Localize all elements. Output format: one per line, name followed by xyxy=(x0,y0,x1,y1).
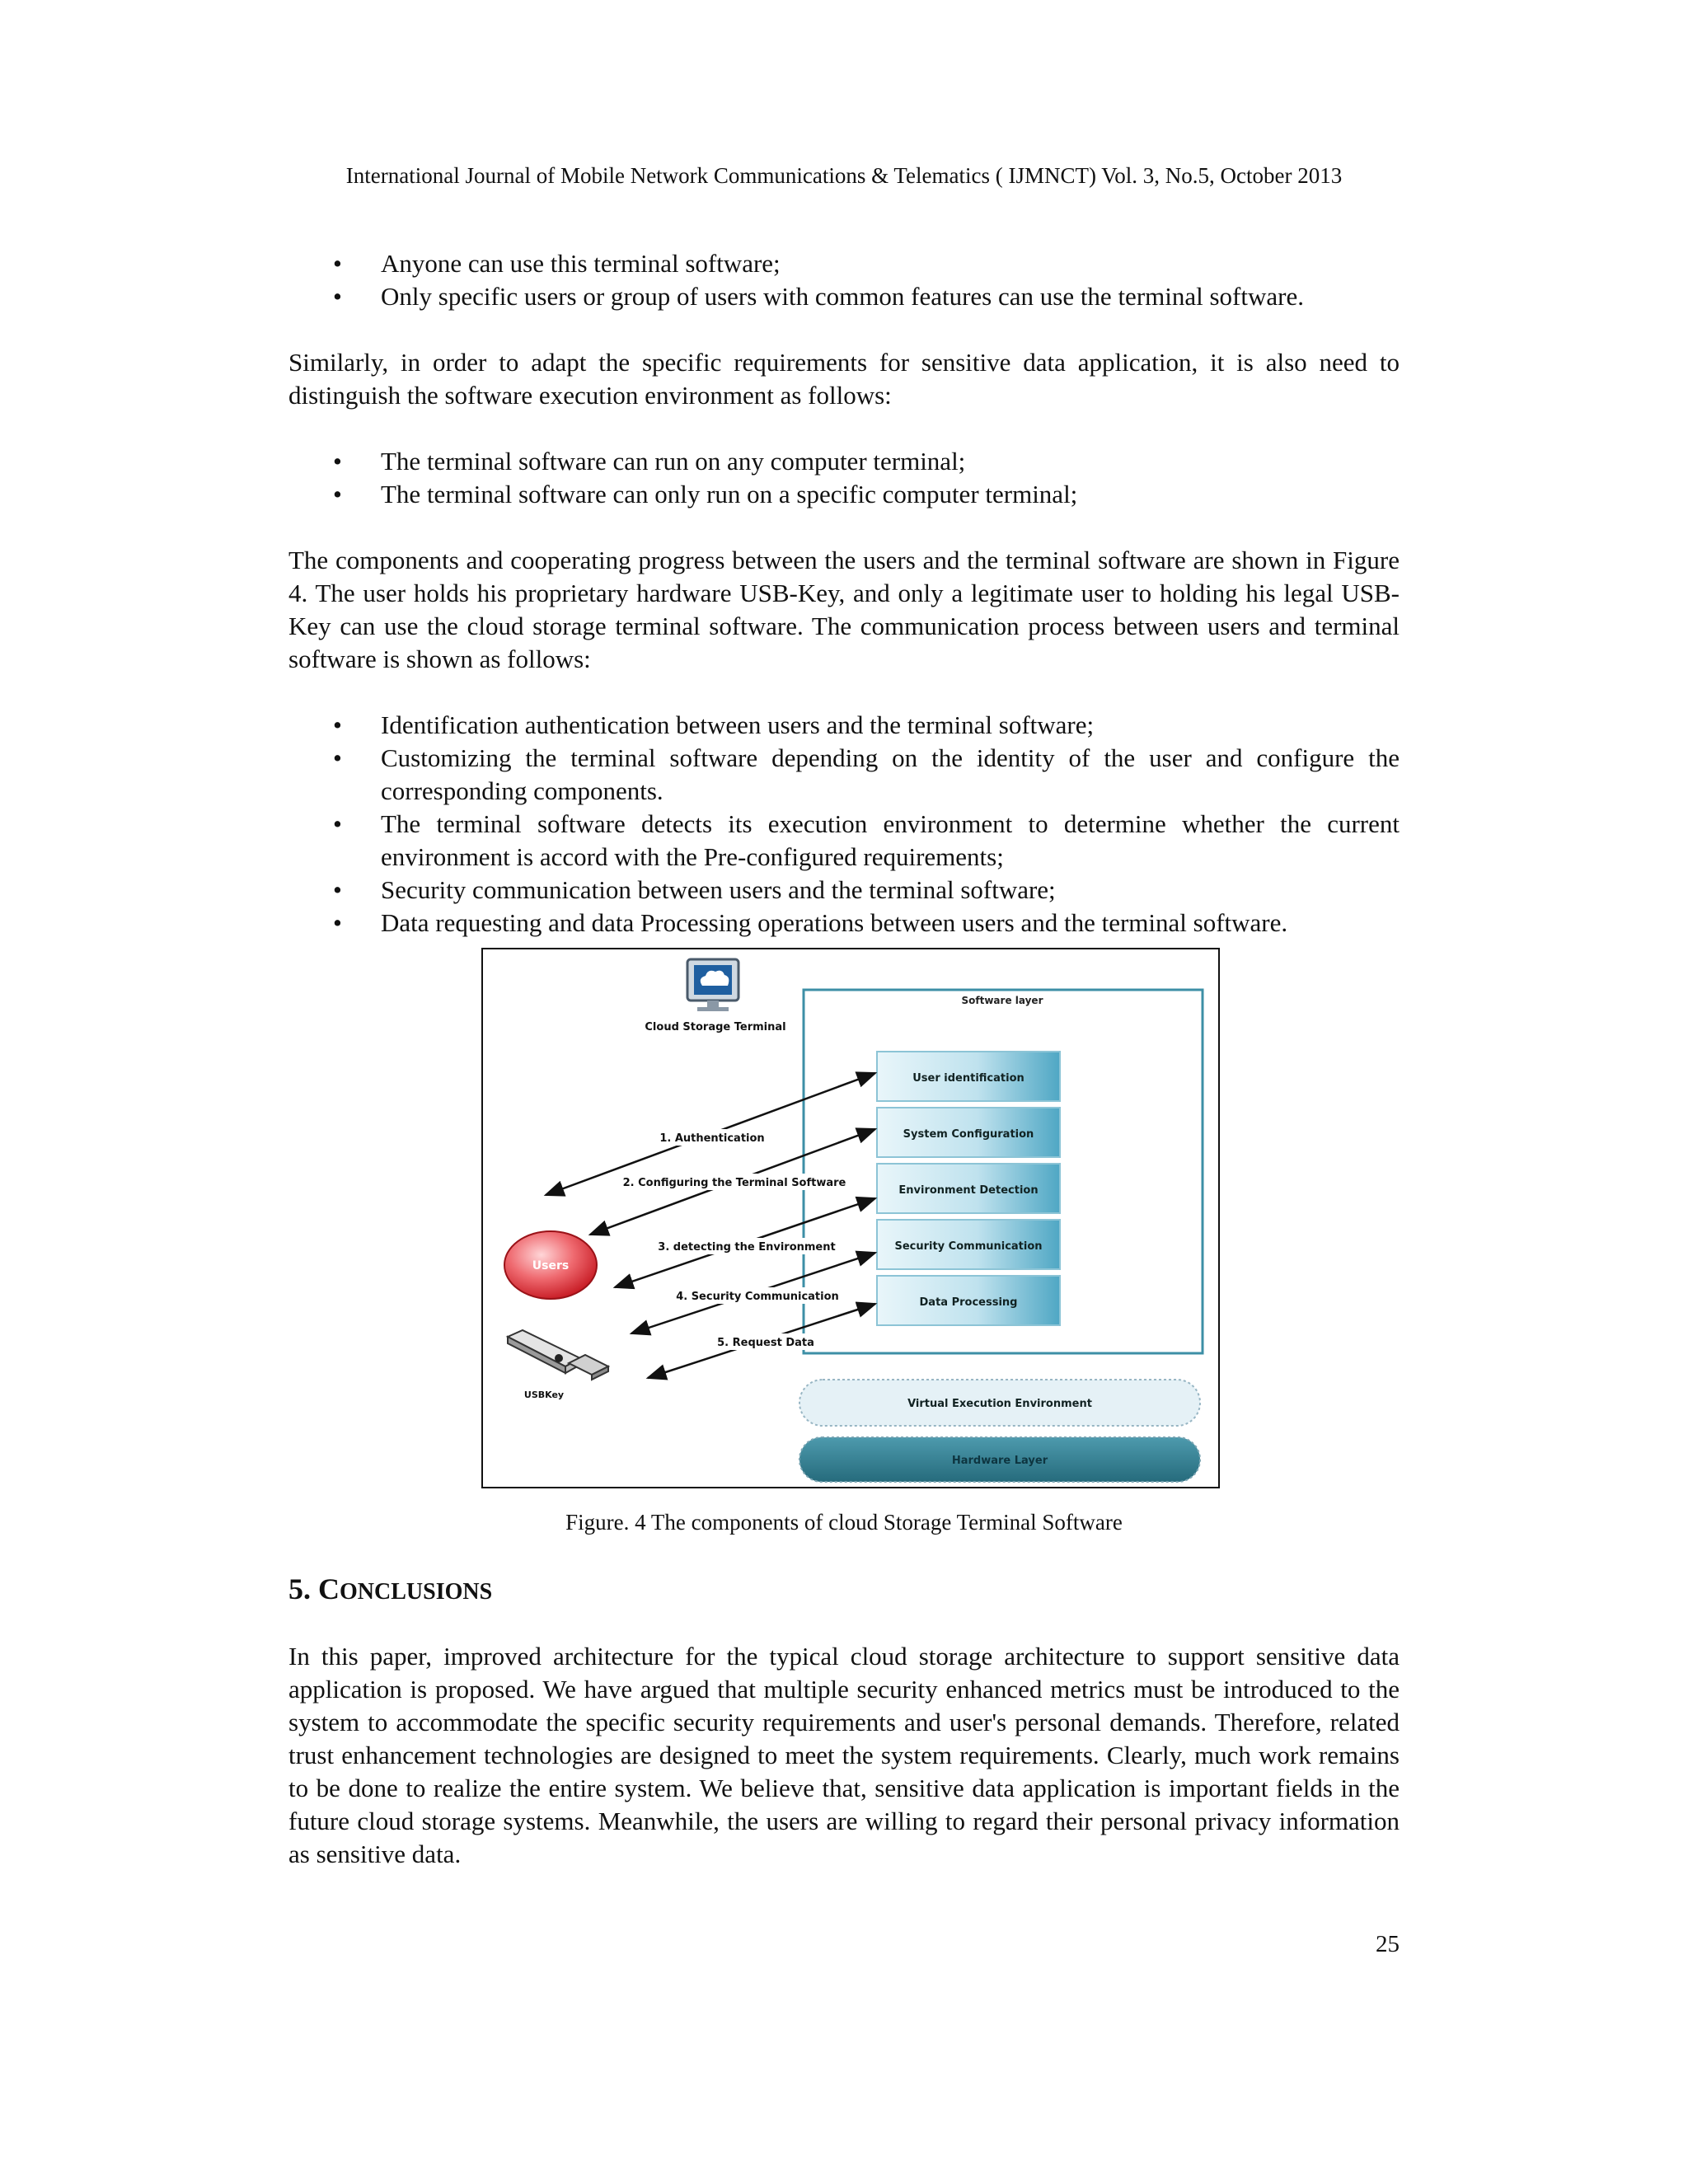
list-item: • Anyone can use this terminal software; xyxy=(288,247,1400,280)
monitor-icon xyxy=(687,959,738,1011)
svg-text:System Configuration: System Configuration xyxy=(903,1128,1034,1141)
list-item: • Only specific users or group of users with common features can use the terminal software. xyxy=(288,280,1400,313)
bullet-icon: • xyxy=(333,908,342,937)
paragraph-environment: Similarly, in order to adapt the specific requirements for sensitive data application, it is also need to distinguish the software execution environment as follows: xyxy=(288,348,1400,410)
step-1-label: 1. Authentication xyxy=(659,1132,765,1145)
bullet-list-users xyxy=(288,247,1400,313)
component-environment-detection xyxy=(877,1164,1060,1213)
svg-text:Hardware Layer: Hardware Layer xyxy=(951,1455,1048,1467)
step-2-label: 2. Configuring the Terminal Software xyxy=(622,1177,846,1189)
bullet-icon: • xyxy=(333,809,342,838)
terminal-label: Cloud Storage Terminal xyxy=(645,1021,786,1033)
bullet-icon: • xyxy=(333,249,342,278)
bullet-icon: • xyxy=(333,282,342,311)
svg-text:Virtual Execution Environment: Virtual Execution Environment xyxy=(907,1398,1092,1410)
svg-text:Environment Detection: Environment Detection xyxy=(898,1184,1039,1197)
list-item: • The terminal software can only run on a specific computer terminal; xyxy=(288,478,1400,511)
paragraph-components: The components and cooperating progress between the users and the terminal software are shown in Figure 4. The user holds his proprietary hardware USB-Key, and only a legitimate user to holding his legal USB-Key can use the cloud storage terminal software. The communication process between users and terminal software is shown as follows: xyxy=(288,546,1400,673)
step-5-label: 5. Request Data xyxy=(717,1337,814,1349)
svg-text:Data Processing: Data Processing xyxy=(919,1296,1018,1309)
usbkey-label: USBKey xyxy=(523,1390,565,1400)
component-data-processing xyxy=(877,1276,1060,1325)
hardware-layer xyxy=(799,1437,1200,1482)
component-security-communication xyxy=(877,1220,1060,1269)
page-number: 25 xyxy=(1376,1931,1400,1957)
bullet-icon: • xyxy=(333,447,342,476)
paragraph-conclusion: In this paper, improved architecture for the typical cloud storage architecture to support sensitive data application is proposed. We have argued that multiple security enhanced metrics must be introduced to the system to accommodate the specific security requirements and user's personal demands. Therefore, related trust enhancement technologies are designed to meet the system requirements. Clearly, much work remains to be done to realize the entire system. We believe that, sensitive data application is important fields in the future cloud storage systems. Meanwhile, the users are willing to regard their personal privacy information as sensitive data. xyxy=(288,1642,1400,1868)
page-content xyxy=(288,247,1400,1871)
svg-text:Security Communication: Security Communication xyxy=(894,1240,1043,1253)
list-item: • The terminal software can run on any computer terminal; xyxy=(288,445,1400,478)
software-layer-label: Software layer xyxy=(961,995,1043,1006)
section-heading-conclusions: 5. CONCLUSIONS xyxy=(288,1572,493,1605)
bullet-list-process xyxy=(288,709,1400,940)
virtual-execution-environment xyxy=(799,1380,1200,1426)
figure-caption: Figure. 4 The components of cloud Storage Terminal Software xyxy=(565,1510,1123,1535)
bullet-icon: • xyxy=(333,480,342,509)
bullet-icon: • xyxy=(333,743,342,772)
step-4-label: 4. Security Communication xyxy=(676,1291,839,1303)
bullet-icon: • xyxy=(333,875,342,904)
svg-text:Users: Users xyxy=(532,1259,570,1272)
list-item: • Customizing the terminal software depending on the identity of the user and configure the corresponding components. xyxy=(333,743,1400,805)
list-item: • Identification authentication between users and the terminal software; xyxy=(288,709,1400,742)
running-head: International Journal of Mobile Network Communications & Telematics ( IJMNCT) Vol. 3, No.5, October 2013 xyxy=(345,163,1343,188)
figure-4 xyxy=(481,948,1220,1488)
bullet-icon: • xyxy=(333,710,342,739)
step-3-label: 3. detecting the Environment xyxy=(658,1241,836,1254)
users-node xyxy=(504,1231,597,1299)
list-item: • Data requesting and data Processing operations between users and the terminal software. xyxy=(288,907,1400,940)
component-user-identification xyxy=(877,1052,1060,1101)
list-item: • The terminal software detects its execution environment to determine whether the current environment is accord with the Pre-configured requirements; xyxy=(333,809,1400,871)
usb-key-icon xyxy=(508,1330,608,1380)
bullet-list-environment xyxy=(288,445,1400,511)
svg-text:User identification: User identification xyxy=(912,1072,1025,1085)
list-item: • Security communication between users and the terminal software; xyxy=(288,874,1400,907)
component-system-configuration xyxy=(877,1108,1060,1157)
figure-diagram xyxy=(483,949,1218,1487)
